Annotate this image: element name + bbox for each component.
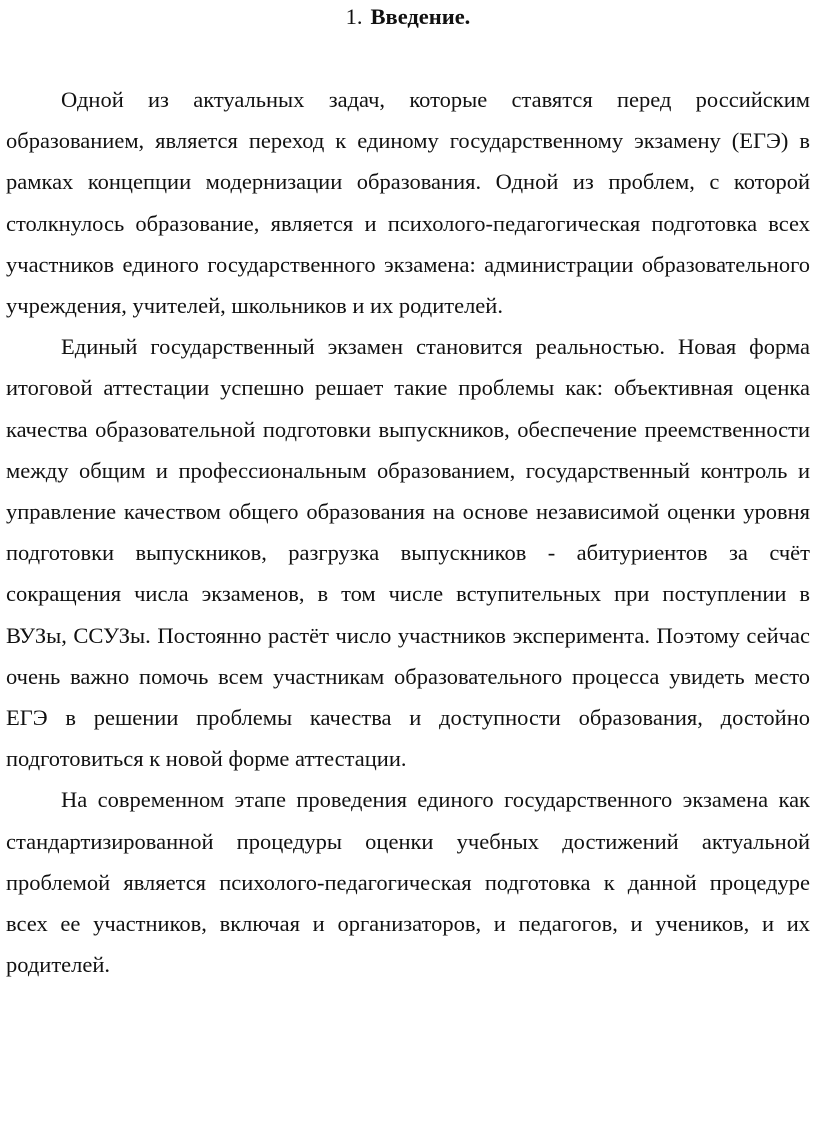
section-number: 1. (345, 4, 363, 29)
paragraph-3: На современном этапе проведения единого государственного экзамена как стандартизированной процедуры оценки учебных достижений актуальной проблемой является психолого-педагогическая подготовка к данной процедуре всех ее участников, включая и организаторов, и педагогов, и учеников, и их родителей. (6, 787, 810, 978)
section-heading (0, 2, 816, 32)
paragraph-2: Единый государственный экзамен становится реальностью. Новая форма итоговой аттестации успешно решает такие проблемы как: объективная оценка качества образовательной подготовки выпускников, обеспечение преемственности между общим и профессиональным образованием, государственный контроль и управление качеством общего образования на основе независимой оценки уровня подготовки выпускников, разгрузка выпускников - абитуриентов за счёт сокращения числа экзаменов, в том числе вступительных при поступлении в ВУЗы, ССУЗы. Постоянно растёт число участников эксперимента. Поэтому сейчас очень важно помочь всем участникам образовательного процесса увидеть место ЕГЭ в решении проблемы качества и доступности образования, достойно подготовиться к новой форме аттестации. (6, 334, 810, 772)
paragraph-1: Одной из актуальных задач, которые ставятся перед российским образованием, является переход к единому государственному экзамену (ЕГЭ) в рамках концепции модернизации образования. Одной из проблем, с которой столкнулось образование, является и психолого-педагогическая подготовка всех участников единого государственного экзамена: администрации образовательного учреждения, учителей, школьников и их родителей. (6, 87, 810, 319)
body-text (6, 79, 810, 985)
section-title: Введение. (370, 4, 471, 29)
